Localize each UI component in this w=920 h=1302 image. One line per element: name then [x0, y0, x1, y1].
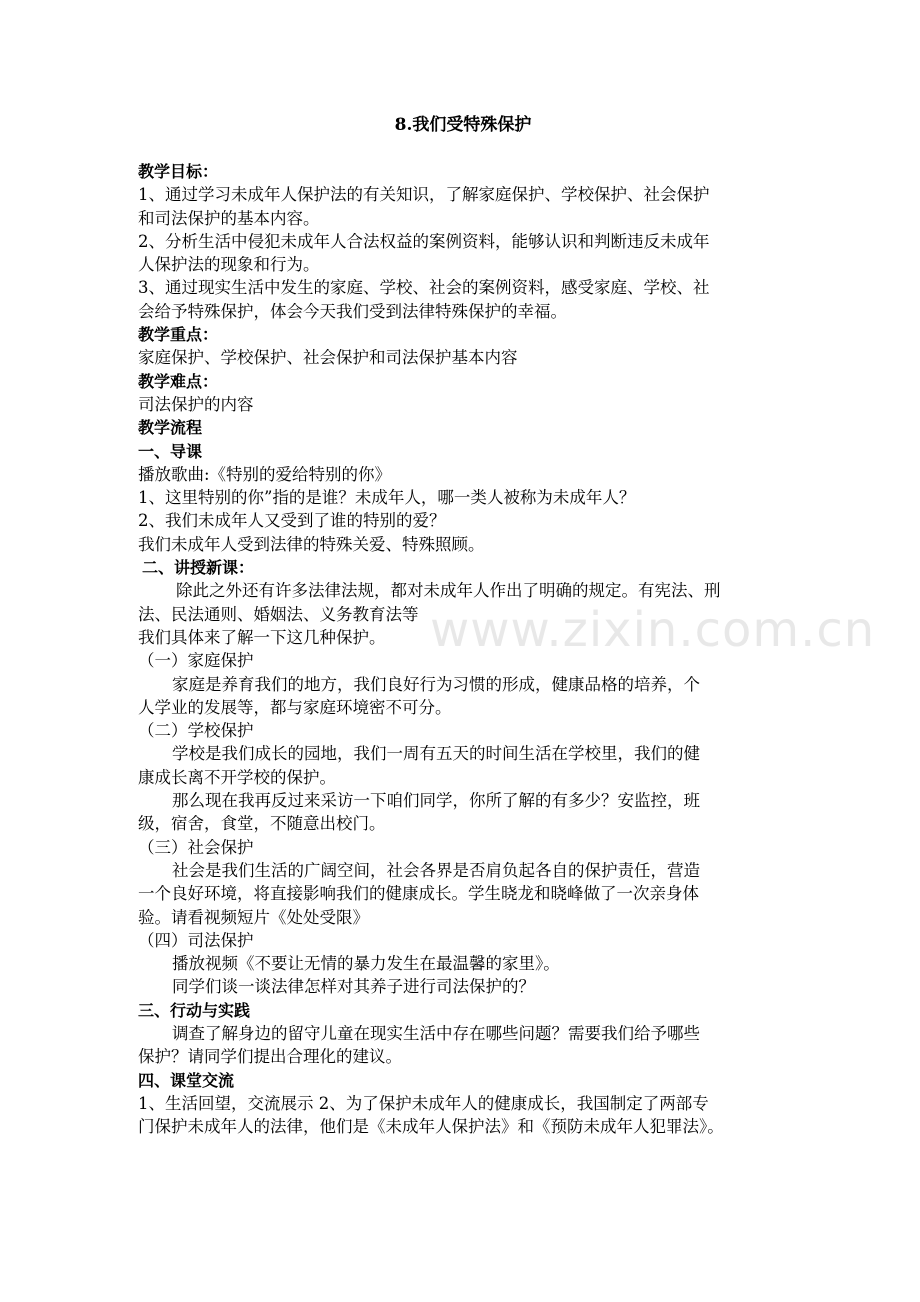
subsection-school: （二）学校保护 — [138, 721, 254, 741]
family-para-cont: 人学业的发展等，都与家庭环境密不可分。 — [138, 697, 452, 717]
intro-question-1: 1、这里特别的你”指的是谁？未成年人，哪一类人被称为未成年人？ — [138, 488, 636, 508]
objective-1-cont: 和司法保护的基本内容。 — [138, 208, 320, 228]
section-new-lesson: 二、讲授新课： — [142, 558, 255, 578]
new-lesson-para-cont: 法、民法通则、婚姻法、义务教育法等 — [138, 604, 419, 624]
judicial-para: 播放视频《不要让无情的暴力发生在最温馨的家里》。 — [172, 954, 560, 974]
objective-3: 3、通过现实生活中发生的家庭、学校、社会的案例资料，感受家庭、学校、社 — [138, 278, 710, 298]
heading-key-points: 教学重点： — [138, 325, 219, 345]
objective-2-cont: 人保护法的现象和行为。 — [138, 255, 320, 275]
subsection-society: （三）社会保护 — [138, 837, 254, 857]
society-para-cont-2: 验。请看视频短片《处处受限》 — [138, 907, 369, 927]
heading-process: 教学流程 — [138, 418, 203, 438]
family-para: 家庭是养育我们的地方，我们良好行为习惯的形成，健康品格的培养，个 — [172, 674, 700, 694]
section-action: 三、行动与实践 — [138, 1000, 251, 1020]
objective-3-cont: 会给予特殊保护，体会今天我们受到法律特殊保护的幸福。 — [138, 301, 567, 321]
section-exchange: 四、课堂交流 — [138, 1070, 235, 1090]
objective-2: 2、分析生活中侵犯未成年人合法权益的案例资料，能够认识和判断违反未成年 — [138, 231, 710, 251]
action-para: 调查了解身边的留守儿童在现实生活中存在哪些问题？需要我们给予哪些 — [172, 1023, 700, 1043]
exchange-para: 1、生活回望，交流展示 2、为了保护未成年人的健康成长，我国制定了两部专 — [138, 1093, 709, 1113]
intro-answer: 我们未成年人受到法律的特殊关爱、特殊照顾。 — [138, 534, 485, 554]
exchange-para-cont: 门保护未成年人的法律，他们是《未成年人保护法》和《预防未成年人犯罪法》。 — [138, 1117, 724, 1137]
subsection-family: （一）家庭保护 — [138, 651, 254, 671]
school-para-2-cont: 级，宿舍，食堂，不随意出校门。 — [138, 814, 386, 834]
society-para: 社会是我们生活的广阔空间，社会各界是否肩负起各自的保护责任，营造 — [172, 860, 700, 880]
judicial-para-2: 同学们谈一谈法律怎样对其养子进行司法保护的？ — [172, 977, 535, 997]
section-intro: 一、导课 — [138, 441, 203, 461]
key-points-text: 家庭保护、学校保护、社会保护和司法保护基本内容 — [138, 348, 518, 368]
school-para-2: 那么现在我再反过来采访一下咱们同学，你所了解的有多少？安监控，班 — [172, 791, 700, 811]
heading-objectives: 教学目标： — [138, 162, 219, 181]
new-lesson-para: 除此之外还有许多法律法规，都对未成年人作出了明确的规定。有宪法、刑 — [176, 581, 721, 601]
difficulties-text: 司法保护的内容 — [138, 394, 254, 414]
subsection-judicial: （四）司法保护 — [138, 930, 254, 950]
intro-song: 播放歌曲:《特别的爱给特别的你》 — [138, 464, 392, 484]
society-para-cont: 一个良好环境，将直接影响我们的健康成长。学生晓龙和晓峰做了一次亲身体 — [138, 884, 699, 904]
action-para-cont: 保护？请同学们提出合理化的建议。 — [138, 1047, 402, 1067]
heading-difficulties: 教学难点： — [138, 371, 219, 391]
school-para: 学校是我们成长的园地，我们一周有五天的时间生活在学校里，我们的健 — [172, 744, 700, 764]
watermark: www.zixin.com.cn — [430, 602, 876, 658]
new-lesson-para-2: 我们具体来了解一下这几种保护。 — [138, 627, 386, 647]
school-para-cont: 康成长离不开学校的保护。 — [138, 767, 336, 787]
document-body — [138, 160, 788, 1138]
objective-1: 1、通过学习未成年人保护法的有关知识，了解家庭保护、学校保护、社会保护 — [138, 185, 710, 205]
document-title: 8.我们受特殊保护 — [394, 115, 532, 135]
intro-question-2: 2、我们未成年人又受到了谁的特别的爱？ — [138, 511, 446, 531]
